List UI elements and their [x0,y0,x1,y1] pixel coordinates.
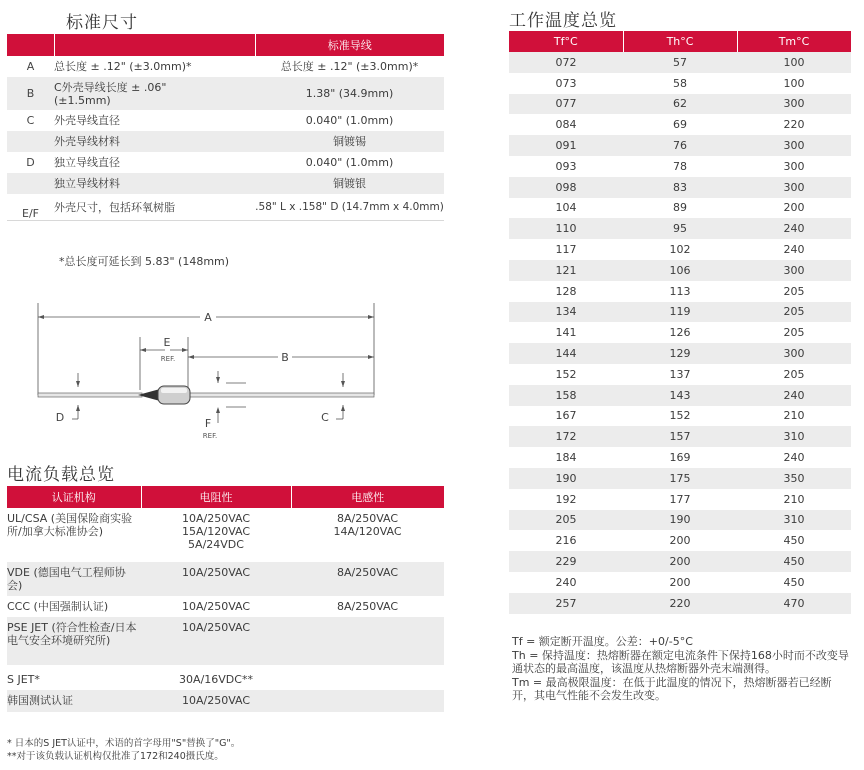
temp-tf-cell: 240 [555,575,577,589]
table-row [509,572,851,593]
table-row [7,56,444,77]
temp-tm-cell: 205 [783,305,805,319]
dim-ref-f: REF. [202,432,218,440]
load-table [7,486,444,712]
load-title: 电流负载总览 [7,465,115,485]
temp-tf-cell: 110 [555,222,577,236]
resistive-cell: 10A/250VAC [181,566,251,579]
temp-tf-cell: 104 [555,201,577,215]
temp-th-cell: 89 [673,201,687,215]
agency-cell: S JET* [7,673,40,686]
temp-tm-cell: 210 [783,409,805,423]
dim-label-b: B [281,351,289,364]
temp-tm-cell: 100 [783,55,805,69]
temp-th-cell: 113 [669,284,691,298]
temp-tf-cell: 192 [555,492,577,506]
temp-th-cell: 76 [673,139,687,153]
temp-tm-cell: 470 [783,596,805,610]
table-row [7,194,444,221]
table-row [509,343,851,364]
resistive-cell: 30A/16VDC** [179,673,253,686]
table-row [509,593,851,614]
temp-tf-cell: 172 [555,430,577,444]
temp-th-cell: 95 [673,222,687,236]
dim-label-c: C [321,411,329,424]
table-row [509,94,851,115]
table-row [7,77,444,110]
resistive-cell: 10A/250VAC [181,600,251,613]
table-row [509,364,851,385]
table-row [509,114,851,135]
inductive-cell: 8A/250VAC [336,566,399,579]
temp-th-cell: 62 [673,97,687,111]
temp-tm-cell: 300 [783,139,805,153]
temp-th-cell: 57 [673,55,687,69]
temp-tf-cell: 077 [555,97,577,111]
temp-tm-cell: 240 [783,451,805,465]
row-label: 独立导线直径 [54,156,120,169]
table-row [509,198,851,219]
row-label: 总长度 ± .12" (±3.0mm)* [54,60,192,73]
table-row [7,562,444,596]
header-empty-1 [7,34,54,56]
temp-tf-cell: 257 [555,596,577,610]
temp-th-cell: 129 [669,347,691,361]
temp-th-cell: 58 [673,76,687,90]
row-label: C外壳导线长度 ± .06" (±1.5mm) [54,80,167,107]
dim-label-d: D [55,411,65,424]
temp-th-cell: 143 [669,388,691,402]
dimensions-footnote: *总长度可延长到 5.83" (148mm) [59,255,230,268]
temp-th-cell: 152 [669,409,691,423]
agency-cell: UL/CSA (美国保险商实验所/加拿大标准协会) [7,512,133,538]
row-key: C [26,114,35,127]
row-label: 外壳导线直径 [54,114,120,127]
header-inductive: 电感性 [291,486,444,508]
table-row [509,551,851,572]
table-row [509,530,851,551]
table-row [7,617,444,665]
temp-th-cell: 78 [673,159,687,173]
temp-tf-cell: 144 [555,347,577,361]
temp-th-cell: 119 [669,305,691,319]
temp-tf-cell: 141 [555,326,577,340]
agency-cell: CCC (中国强制认证) [7,600,109,613]
note-th: Th = 保持温度：热熔断器在额定电流条件下保持168小时而不改变导通状态的最高温度，该温度从热熔断器外壳末端测得。 [512,648,849,675]
row-value: 1.38" (34.9mm) [305,87,394,100]
temp-tm-cell: 310 [783,430,805,444]
temp-th-cell: 169 [669,451,691,465]
inductive-cell: 8A/250VAC 14A/120VAC [333,512,402,538]
temp-tf-cell: 184 [555,451,577,465]
temp-th-cell: 102 [669,243,691,257]
row-key [7,131,54,152]
temp-tm-cell: 450 [783,534,805,548]
temp-tf-cell: 091 [555,139,577,153]
temp-tf-cell: 190 [555,471,577,485]
table-row [509,406,851,427]
header-resistive: 电阻性 [141,486,291,508]
temp-th-cell: 83 [673,180,687,194]
header-empty-2 [54,34,255,56]
temp-tf-cell: 167 [555,409,577,423]
temp-tf-cell: 117 [555,243,577,257]
agency-cell: 韩国测试认证 [7,694,73,707]
resistive-cell: 10A/250VAC [181,694,251,707]
table-row [509,468,851,489]
temp-tf-cell: 121 [555,263,577,277]
agency-cell: VDE (德国电气工程师协会) [7,566,126,592]
table-row [509,489,851,510]
temp-th-cell: 157 [669,430,691,444]
temp-tm-cell: 205 [783,284,805,298]
temp-tf-cell: 073 [555,76,577,90]
temp-table [509,31,852,614]
temp-tf-cell: 072 [555,55,577,69]
table-row [509,260,851,281]
dim-label-a: A [204,311,212,324]
table-row [509,322,851,343]
temp-tm-cell: 200 [783,201,805,215]
dimensions-header-row [7,34,444,56]
dim-ref-e: REF. [160,355,176,363]
temp-th-cell: 200 [669,534,691,548]
header-standard-lead: 标准导线 [255,34,444,56]
dimensions-title: 标准尺寸 [66,13,138,33]
temp-tf-cell: 216 [555,534,577,548]
temp-tf-cell: 128 [555,284,577,298]
temp-tf-cell: 098 [555,180,577,194]
table-row [7,596,444,617]
row-key: B [26,87,35,100]
temp-tm-cell: 240 [783,388,805,402]
row-key: E/F [22,207,39,220]
temp-th-cell: 190 [669,513,691,527]
table-row [509,426,851,447]
temp-title: 工作温度总览 [509,11,617,31]
temp-tm-cell: 300 [783,347,805,361]
note-tm: Tm = 最高极限温度：在低于此温度的情况下，热熔断器若已经断开，其电气性能不会发生改变。 [512,675,832,702]
temp-tm-cell: 350 [783,471,805,485]
temp-header-row [509,31,851,52]
row-key [7,173,54,194]
load-note-approval: **对于该负载认证机构仅批准了172和240摄氏度。 [7,751,224,762]
table-row [509,385,851,406]
row-key: A [26,60,35,73]
temp-th-cell: 175 [669,471,691,485]
row-key: D [26,156,35,169]
inductive-cell [291,690,444,712]
header-th: Th°C [623,31,737,52]
temp-th-cell: 137 [669,367,691,381]
header-agency: 认证机构 [7,486,141,508]
temp-tm-cell: 300 [783,159,805,173]
temp-tm-cell: 205 [783,326,805,340]
dim-label-e: E [163,336,171,349]
temp-tf-cell: 093 [555,159,577,173]
note-tf: Tf = 额定断开温度。公差：+0/-5°C [512,635,693,648]
row-value: 铜镀银 [333,177,366,190]
inductive-cell: 8A/250VAC [336,600,399,613]
table-row [509,302,851,323]
inductive-cell [291,617,444,665]
row-value: 0.040" (1.0mm) [305,114,394,127]
row-label: 外壳导线材料 [54,135,120,148]
table-row [509,510,851,531]
temp-tf-cell: 229 [555,555,577,569]
table-row [509,177,851,198]
table-row [7,690,444,712]
table-row [7,131,444,152]
temp-tm-cell: 100 [783,76,805,90]
temp-th-cell: 106 [669,263,691,277]
row-label: 独立导线材料 [54,177,120,190]
inductive-cell [291,665,444,690]
agency-cell: PSE JET (符合性检查/日本电气安全环境研究所) [7,621,137,647]
temp-tm-cell: 310 [783,513,805,527]
table-row [509,281,851,302]
temp-tf-cell: 084 [555,118,577,132]
table-row [7,110,444,131]
load-header-row [7,486,444,508]
temp-th-cell: 220 [669,596,691,610]
header-tm: Tm°C [737,31,851,52]
row-label: 外壳尺寸，包括环氧树脂 [54,200,175,214]
row-value: 总长度 ± .12" (±3.0mm)* [280,60,419,73]
temp-th-cell: 126 [669,326,691,340]
temp-tf-cell: 158 [555,388,577,402]
row-value: 0.040" (1.0mm) [305,156,394,169]
temp-tm-cell: 300 [783,97,805,111]
temp-th-cell: 200 [669,555,691,569]
row-value: .58" L x .158" D (14.7mm x 4.0mm) [255,200,444,213]
dimensions-table [7,34,444,221]
temp-notes [512,635,850,703]
resistive-cell: 10A/250VAC 15A/120VAC 5A/24VDC [181,512,251,551]
temp-tf-cell: 205 [555,513,577,527]
table-row [509,52,851,73]
temp-tm-cell: 450 [783,575,805,589]
table-row [7,152,444,173]
table-row [509,135,851,156]
temp-tm-cell: 205 [783,367,805,381]
temp-tm-cell: 210 [783,492,805,506]
temp-tf-cell: 134 [555,305,577,319]
table-row [509,218,851,239]
table-row [7,665,444,690]
temp-tf-cell: 152 [555,367,577,381]
resistive-cell: 10A/250VAC [181,621,251,634]
header-tf: Tf°C [509,31,623,52]
temp-tm-cell: 220 [783,118,805,132]
temp-tm-cell: 240 [783,222,805,236]
temp-th-cell: 69 [673,118,687,132]
dim-label-f: F [204,417,212,430]
temp-tm-cell: 300 [783,180,805,194]
row-value: 铜镀锡 [333,135,366,148]
temp-tm-cell: 450 [783,555,805,569]
table-row [509,73,851,94]
fuse-dimension-diagram [20,295,400,445]
temp-th-cell: 200 [669,575,691,589]
temp-th-cell: 177 [669,492,691,506]
temp-tm-cell: 300 [783,263,805,277]
table-row [509,239,851,260]
load-note-sjet: * 日本的S JET认证中，术语的首字母用"S"替换了"G"。 [7,738,241,749]
table-row [7,173,444,194]
table-row [7,508,444,562]
temp-tm-cell: 240 [783,243,805,257]
table-row [509,156,851,177]
table-row [509,447,851,468]
